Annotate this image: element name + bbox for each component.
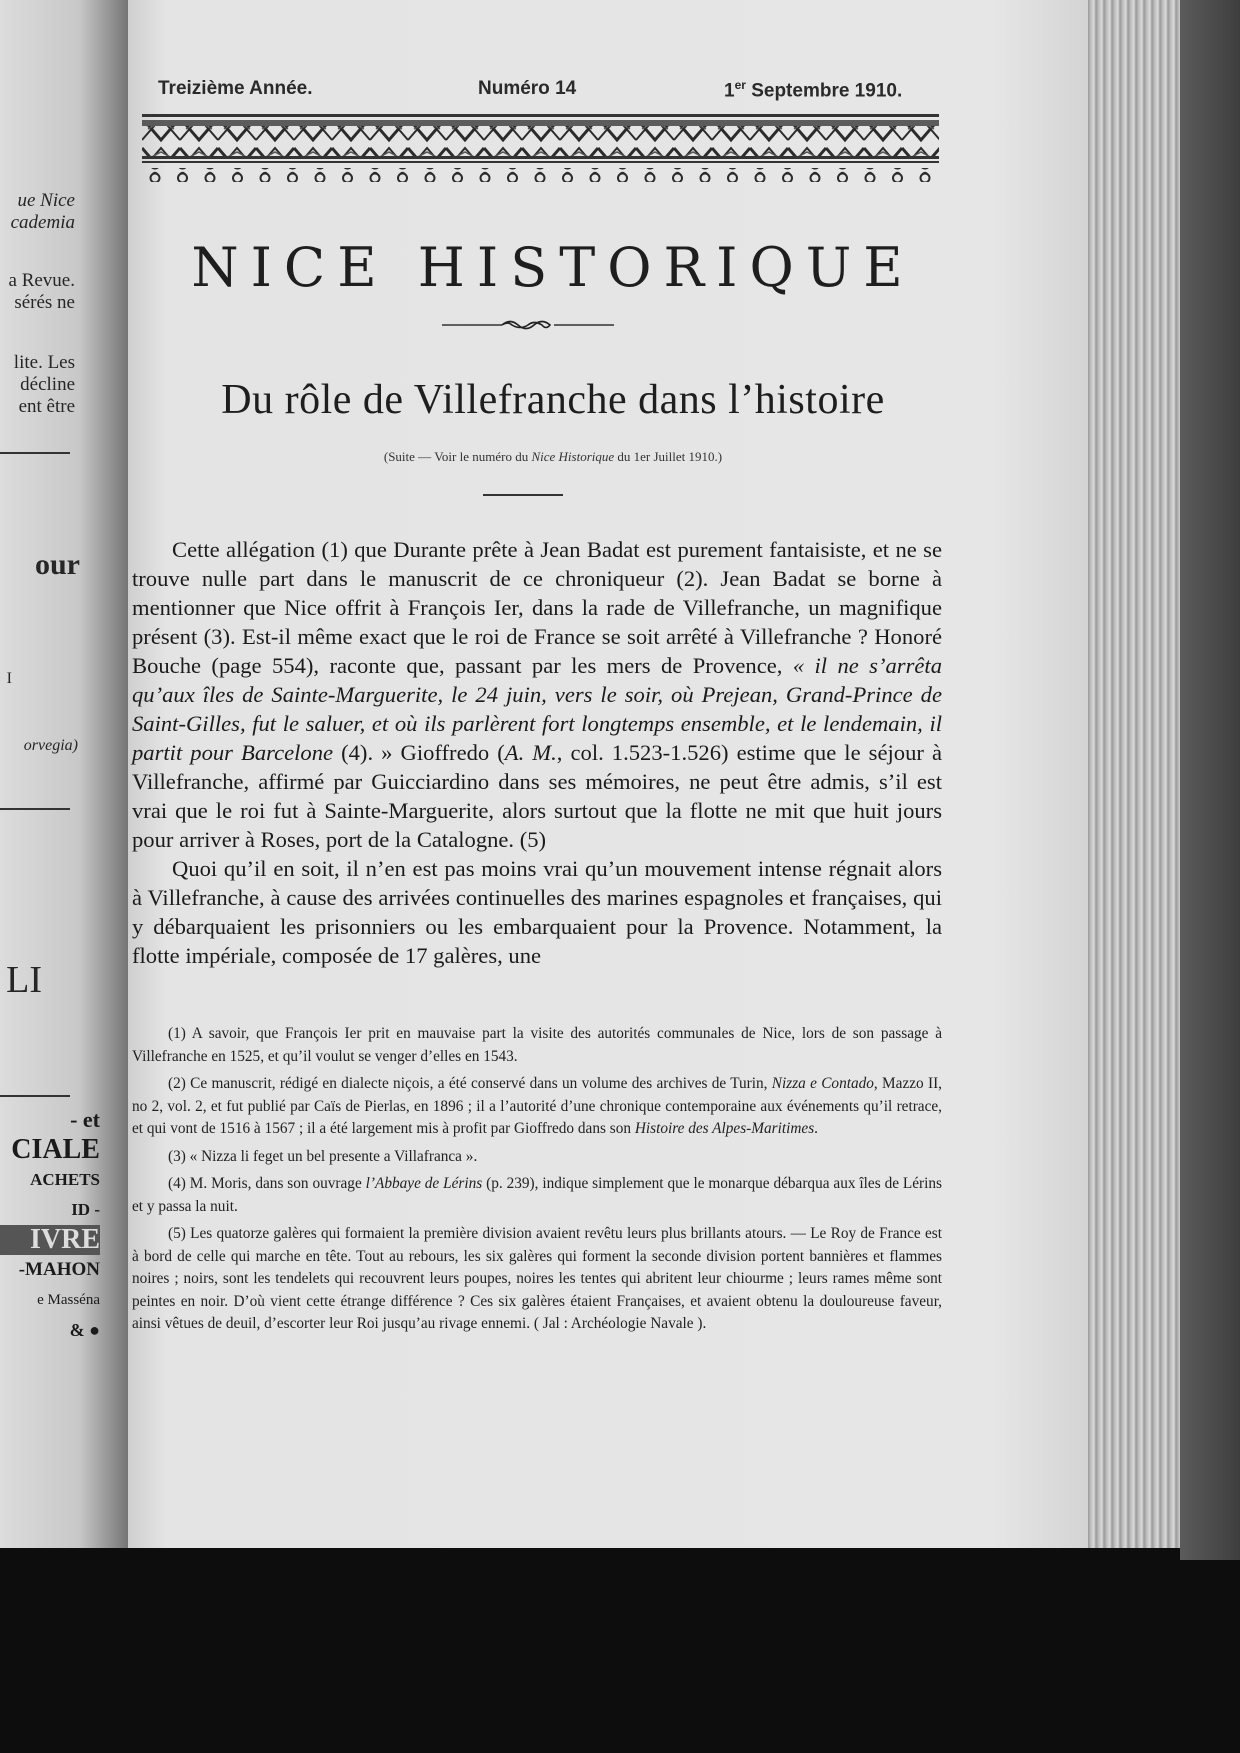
ad-line: ID - (71, 1200, 100, 1219)
journal-page (128, 0, 1088, 1548)
ad-line: -MAHON (18, 1259, 100, 1280)
footnote-text: . (814, 1120, 818, 1137)
body-paragraph: Quoi qu’il en soit, il n’en est pas moins vrai qu’un mouvement intense régnait alors à Villefranche, à cause des arrivées continuelles des marines espagnoles et françaises, qui y débarquaient les prisonniers ou les embarquaient pour la Provence. Notamment, la flotte impériale, composée de 17 galères, une (132, 856, 942, 968)
decorative-border-ornament (142, 114, 939, 188)
left-page-fragment: cademia (10, 212, 75, 233)
ad-line: e Masséna (37, 1292, 100, 1308)
continuation-note-prefix: (Suite — Voir le numéro du (383, 449, 532, 464)
footnote-text: (4) M. Moris, dans son ouvrage (168, 1175, 366, 1192)
continuation-note-journal: Nice Historique (531, 449, 615, 464)
paragraph-text: (4). » Gioffredo ( (333, 740, 505, 765)
ad-line: & ● (69, 1320, 100, 1340)
title-divider (483, 494, 563, 496)
footnote-2 (132, 1073, 942, 1141)
ad-line: ACHETS (30, 1170, 100, 1189)
header-date-day: 1 (724, 80, 735, 102)
bouche-quotation: « il ne s’arrêta qu’aux îles de Sainte-Marguerite, le 24 juin, vers le soir, où Prejean, Grand-Prince de Saint-Gilles, fut le saluer, et où ils parlèrent fort longtemps ensemble, et le lendemain, il partit pour Barcelone (132, 653, 942, 765)
left-page-rule (0, 452, 70, 454)
left-page-fragment: our (35, 548, 80, 581)
left-page-fragment: décline (20, 374, 75, 395)
ad-line: IVRE (0, 1225, 100, 1255)
footnote-text: (p. 239), indique simplement que le monarque débarqua aux îles de Lérins et y passa la nuit. (132, 1175, 942, 1215)
footnote-italic: l’Abbaye de Lérins (365, 1175, 483, 1192)
article-body (132, 535, 942, 970)
continuation-note (128, 449, 978, 465)
footnote-italic: Histoire des Alpes-Maritimes (634, 1120, 815, 1137)
header-year: Treizième Année. (158, 78, 313, 99)
article-title: Du rôle de Villefranche dans l’histoire (221, 377, 885, 423)
footnotes (132, 1023, 942, 1336)
footnote-text: (2) Ce manuscrit, rédigé en dialecte niçois, a été conservé dans un volume des archives de Turin, (168, 1075, 772, 1092)
book-cover-edge (1180, 0, 1240, 1560)
left-page-fragment: lite. Les (13, 352, 75, 373)
header-issue-number: Numéro 14 (478, 78, 577, 99)
footnote-text: , Mazzo II, no 2, vol. 2, et fut publié par Caïs de Pierlas, en 1896 ; il a l’autorité d’une chronique contemporaine aux événements qu’il retrace, et qui vont de 1516 à 1567 ; il a été largement mis à profit par Gioffredo dans son (132, 1075, 942, 1137)
footnote-italic: Nizza e Contado (771, 1075, 874, 1092)
continuation-note-suffix: du 1er Juillet 1910.) (614, 449, 723, 464)
left-page-fragment: ent être (18, 396, 75, 417)
adjacent-left-page (0, 0, 132, 1548)
left-page-rule (0, 808, 70, 810)
masthead-flourish (442, 318, 614, 332)
left-page-advertisement (0, 1105, 100, 1345)
footnote-4 (132, 1173, 942, 1218)
ad-line: CIALE (11, 1134, 100, 1165)
header-date (724, 78, 902, 102)
body-paragraph (132, 535, 942, 854)
citation-abbrev: A. M. (504, 740, 557, 765)
paragraph-text: , col. 1.523-1.526) estime que le séjour à Villefranche, affirmé par Guicciardino dans ses mémoires, ne peut être admis, s’il est vrai que le roi fut à Sainte-Marguerite, alors surtout que la flotte ne mit que huit jours pour arriver à Roses, port de la Catalogne. (5) (132, 740, 942, 852)
journal-masthead: NICE HISTORIQUE (191, 236, 915, 299)
footnote-5: (5) Les quatorze galères qui formaient la première division avaient revêtu leurs plus brillants atours. — Le Roy de France est à bord de celle qui marche en tête. Tout au rebours, les six galères qui forment la seconde division portent bannières et flammes noires ; noirs, sont les tendelets qui recouvrent leurs poupes, noires les tentes qui abritent leur chiourme ; leurs rames même sont peintes en noir. D’où vient cette étrange différence ? Ces six galères étaient Françaises, et avaient obtenu la douloureuse faveur, ainsi vêtues de deuil, d’escorter leur Roi jusqu’au rivage ennemi. ( Jal : Archéologie Navale ). (132, 1225, 942, 1332)
footnote-1: (1) A savoir, que François Ier prit en mauvaise part la visite des autorités communales de Nice, lors de son passage à Villefranche en 1525, et qu’il voulut se venger d’elles en 1543. (132, 1025, 942, 1065)
header-date-sup: er (734, 78, 746, 92)
left-page-fragment: LI (6, 959, 42, 1001)
running-header (158, 78, 936, 102)
header-date-rest: Septembre 1910. (745, 80, 903, 102)
left-page-fragment: I (6, 670, 12, 687)
footnote-3: (3) « Nizza li feget un bel presente a Villafranca ». (168, 1147, 478, 1165)
left-page-rule (0, 1095, 70, 1097)
left-page-fragment: sérés ne (14, 292, 75, 313)
left-page-fragment: a Revue. (8, 270, 75, 291)
left-page-fragment: orvegia) (23, 737, 78, 754)
left-page-fragment: ue Nice (17, 190, 75, 211)
ad-line: - et (70, 1107, 100, 1132)
paragraph-text: Cette allégation (1) que Durante prête à Jean Badat est purement fantaisiste, et ne se trouve nulle part dans le manuscrit de ce chroniqueur (2). Jean Badat se borne à mentionner que Nice offrit à François Ier, dans la rade de Villefranche, un magnifique présent (3). Est-il même exact que le roi de France se soit arrêté à Villefranche ? Honoré Bouche (page 554), raconte que, passant par les mers de Provence, (132, 537, 942, 678)
